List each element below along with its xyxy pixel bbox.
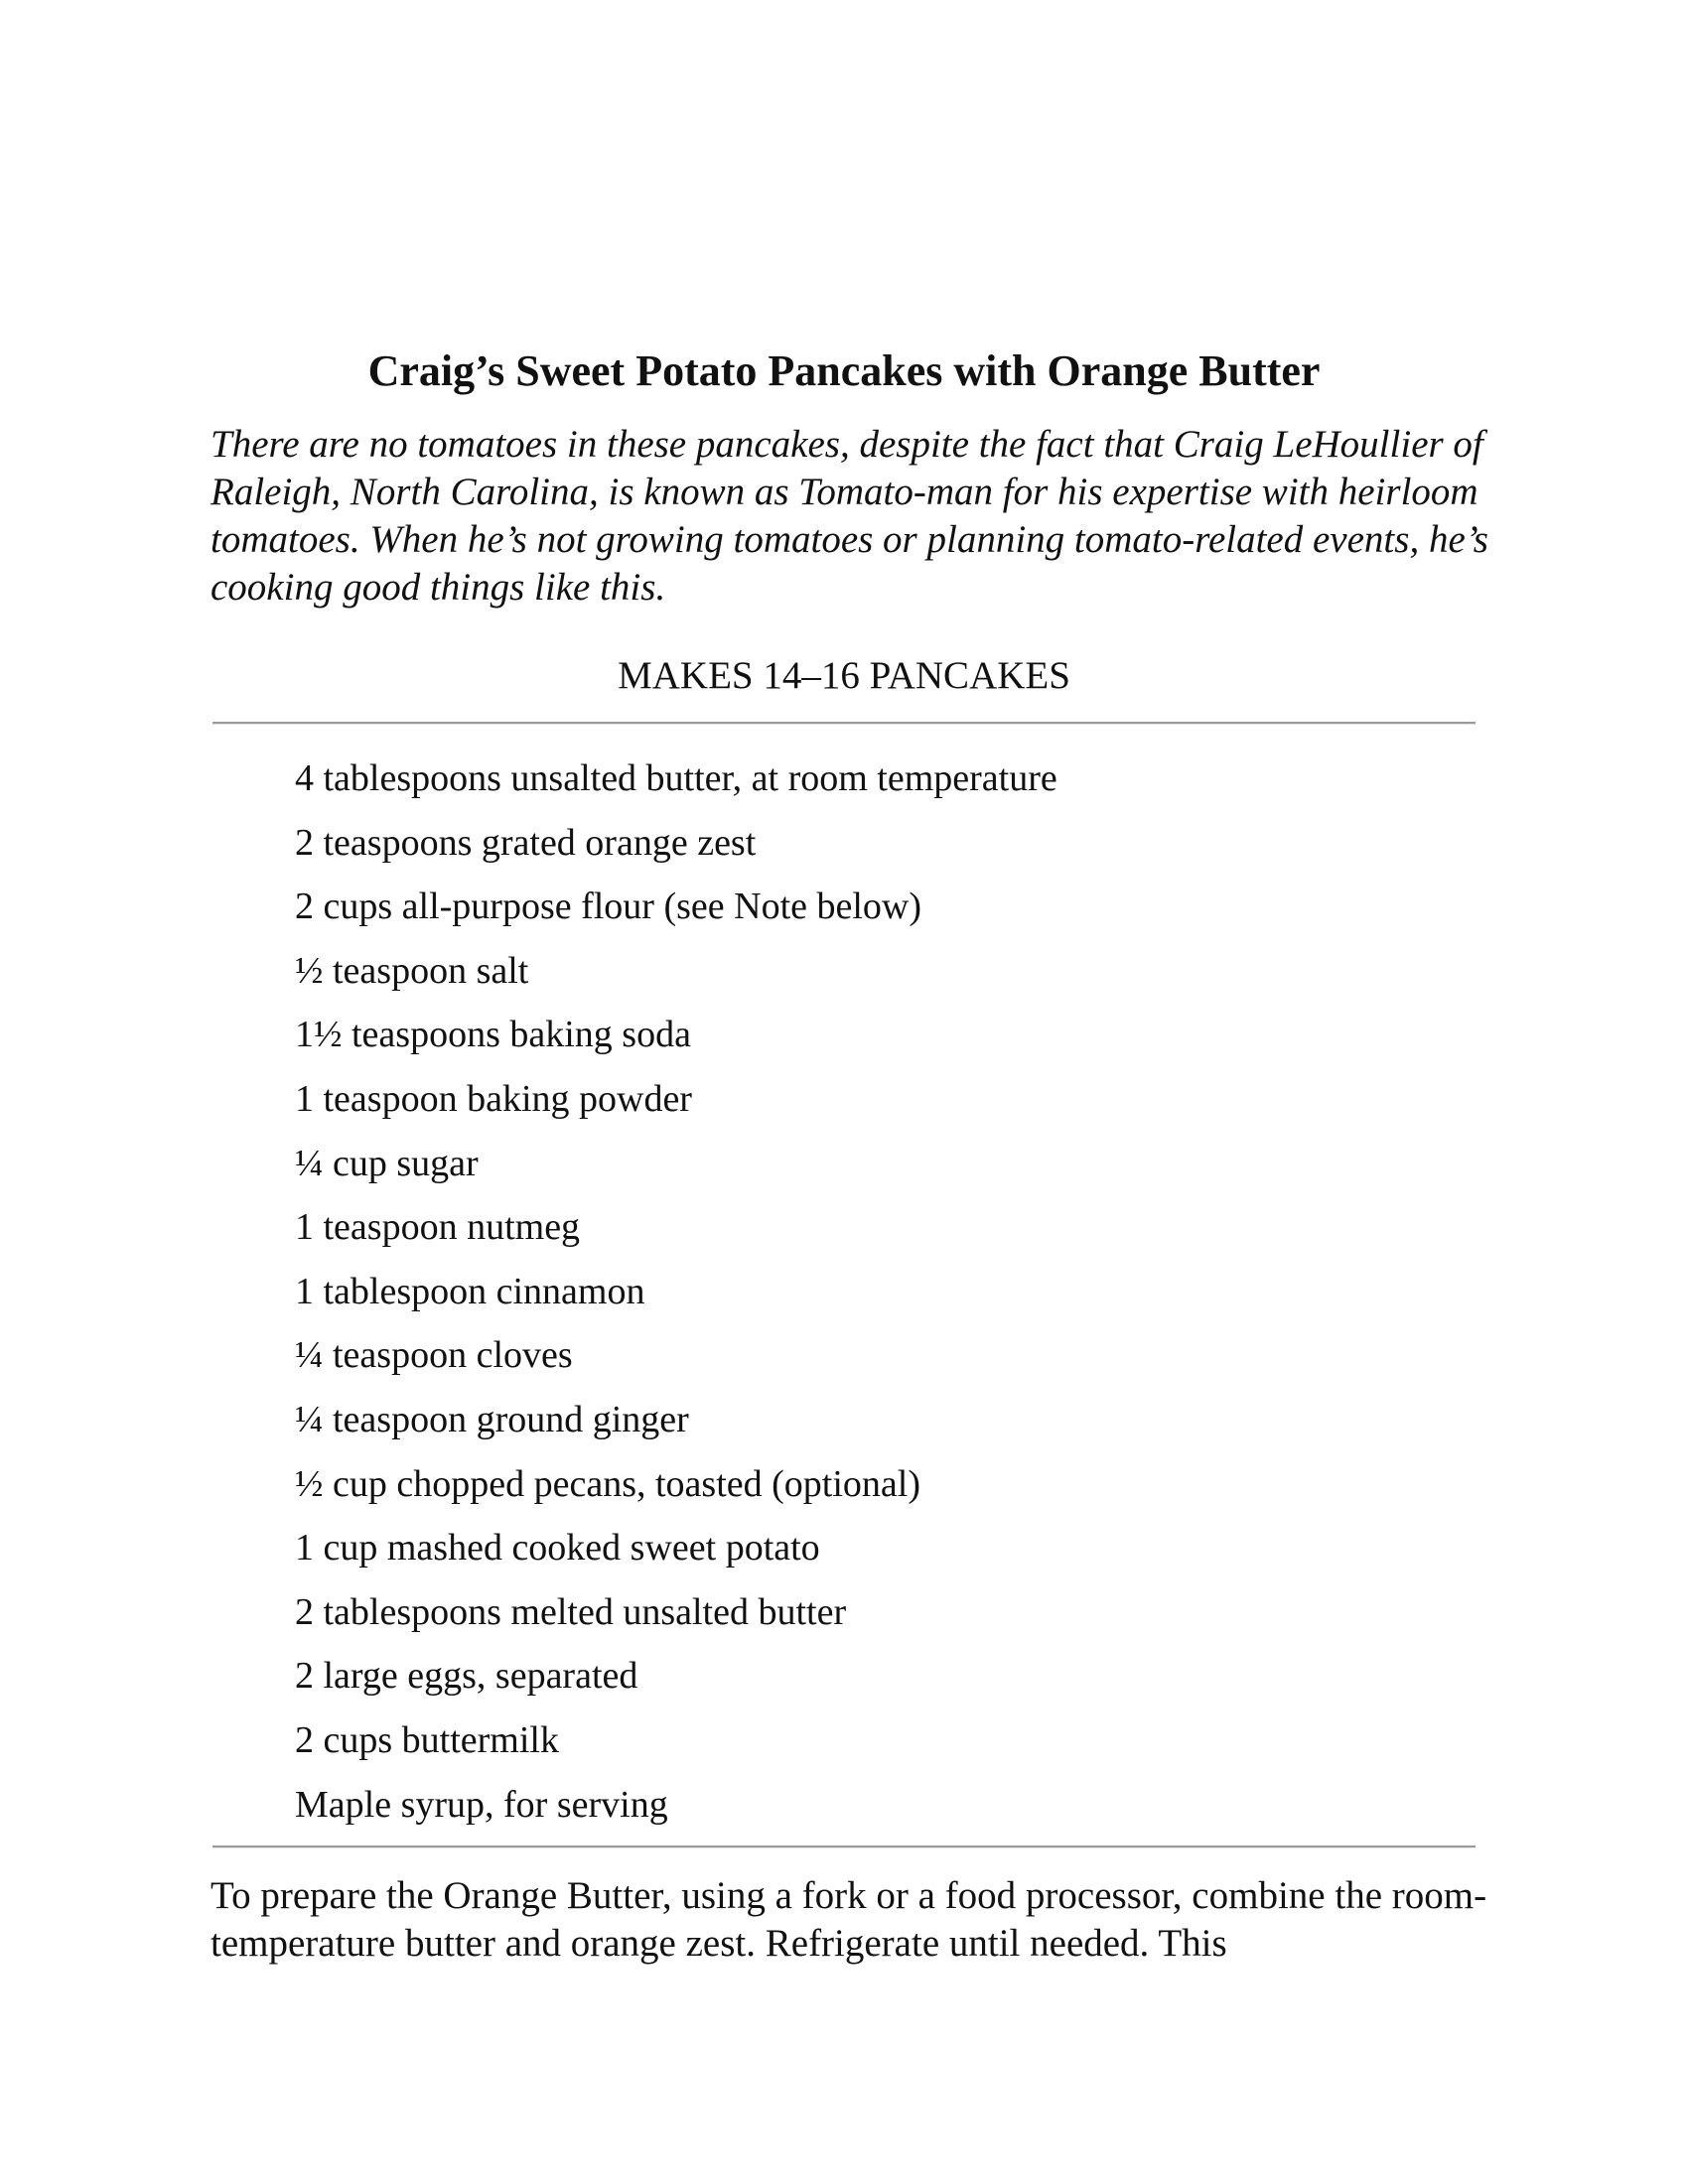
ingredient-item: 2 large eggs, separated: [295, 1655, 638, 1698]
ingredient-item: 1 teaspoon baking powder: [295, 1077, 692, 1120]
ingredient-item: 2 cups all-purpose flour (see Note below): [295, 886, 922, 928]
recipe-title: Craig’s Sweet Potato Pancakes with Orange Butter: [367, 346, 1321, 395]
ingredient-list: [295, 747, 1057, 1837]
ingredient-item: 1 teaspoon nutmeg: [295, 1206, 581, 1249]
ingredient-item: ½ cup chopped pecans, toasted (optional): [295, 1462, 920, 1505]
ingredient-item: 1 cup mashed cooked sweet potato: [295, 1527, 820, 1570]
ingredient-item: ¼ teaspoon ground ginger: [295, 1398, 689, 1440]
recipe-yield: MAKES 14–16 PANCAKES: [618, 654, 1070, 697]
ingredient-item: ½ teaspoon salt: [295, 949, 529, 992]
ingredient-item: ¼ teaspoon cloves: [295, 1334, 573, 1377]
top-divider: [212, 722, 1476, 724]
ingredient-item: 1 tablespoon cinnamon: [295, 1270, 645, 1312]
ingredient-item: 2 teaspoons grated orange zest: [295, 821, 757, 864]
ingredient-item: 2 tablespoons melted unsalted butter: [295, 1590, 847, 1633]
recipe-intro: There are no tomatoes in these pancakes, despite the fact that Craig LeHoullier of Raleigh, North Carolina, is known as Tomato-man for his expertise with heirloom tomatoes. When he’s not growing tomatoes or planning tomato-related events, he’s cooking good things like this.: [211, 423, 1488, 609]
ingredient-item: Maple syrup, for serving: [295, 1783, 668, 1826]
ingredient-item: 4 tablespoons unsalted butter, at room temperature: [295, 757, 1057, 799]
ingredient-item: 2 cups buttermilk: [295, 1718, 559, 1761]
ingredient-item: ¼ cup sugar: [295, 1142, 479, 1184]
bottom-divider: [212, 1845, 1476, 1847]
ingredient-item: 1½ teaspoons baking soda: [295, 1014, 691, 1056]
method-paragraph: To prepare the Orange Butter, using a fork or a food processor, combine the room-temperature butter and orange zest. Refrigerate until needed. This: [211, 1874, 1487, 1965]
